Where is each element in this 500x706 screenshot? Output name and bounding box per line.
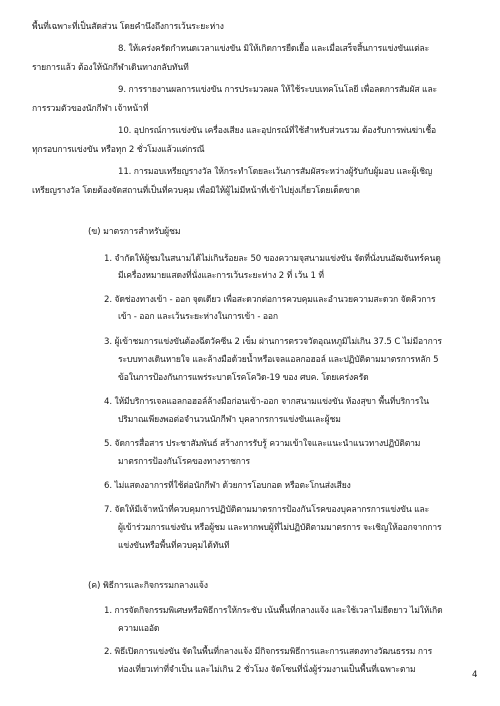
body-text-line: ความแออัด <box>118 624 160 634</box>
list-item-8: 8. ให้เคร่งครัดกำหนดเวลาแข่งขัน มิให้เกิดการยืดเยื้อ และเมื่อเสร็จสิ้นการแข่งขันแต่ละ <box>118 44 430 54</box>
body-text-line: เหรียญรางวัล โดยต้องจัดสถานที่เป็นที่ควบคุม เพื่อมิให้ผู้ไม่มีหน้าที่เข้าไปยุ่งเกี่ยวโดยเด็ดขาด <box>32 186 360 196</box>
list-item-11: 11. การมอบเหรียญรางวัล ให้กระทำโดยละเว้นการสัมผัสระหว่างผู้รับกับผู้มอบ และผู้เชิญ <box>118 167 433 177</box>
list-item-b7: 7. จัดให้มีเจ้าหน้าที่ควบคุมการปฏิบัติตามมาตรการป้องกันโรคของบุคลากรการแข่งขัน และ <box>104 505 430 515</box>
list-item-b1: 1. จำกัดให้ผู้ชมในสนามได้ไม่เกินร้อยละ 50 ของความจุสนามแข่งขัน จัดที่นั่งบนอัฒจันทร์คนดู <box>104 254 441 264</box>
section-heading-b: (ข) มาตรการสำหรับผู้ชม <box>88 227 181 237</box>
list-item-b3: 3. ผู้เข้าชมการแข่งขันต้องฉีดวัคซีน 2 เข็ม ผ่านการตรวจวัดอุณหภูมิไม่เกิน 37.5 C ไม่มีอาการ <box>104 337 442 347</box>
page-number: 4 <box>472 670 478 680</box>
list-item-10: 10. อุปกรณ์การแข่งขัน เครื่องเสียง และอุปกรณ์ที่ใช้สำหรับส่วนรวม ต้องรับการพ่นฆ่าเชื้อ <box>118 126 437 136</box>
list-item-b6: 6. ไม่แสดงอาการที่ใช้ต่อนักกีฬา ด้วยการโอบกอด หรือตะโกนส่งเสียง <box>104 481 351 491</box>
body-text-line: ระบบทางเดินหายใจ และล้างมือด้วยน้ำหรือเจลแอลกอฮอล์ และปฏิบัติตามมาตรการหลัก 5 <box>118 355 439 365</box>
list-item-b5: 5. จัดการสื่อสาร ประชาสัมพันธ์ สร้างการรับรู้ ความเข้าใจและแนะนำแนวทางปฏิบัติตาม <box>104 439 421 449</box>
body-text-line: ทุกรอบการแข่งขัน หรือทุก 2 ชั่วโมงแล้วแต่กรณี <box>32 145 205 155</box>
list-item-b4: 4. ให้มีบริการเจลแอลกอฮอล์ล้างมือก่อนเข้า-ออก จากสนามแข่งขัน ห้องสุขา พื้นที่บริการใน <box>104 397 430 407</box>
section-heading-c: (ค) พิธีการและกิจกรรมกลางแจ้ง <box>88 581 208 591</box>
body-text-line: การรวมตัวของนักกีฬา เจ้าหน้าที่ <box>32 104 149 114</box>
list-item-b2: 2. จัดช่องทางเข้า - ออก จุดเดียว เพื่อสะดวกต่อการควบคุมและอำนวยความสะดวก จัดคิวการ <box>104 295 436 305</box>
body-text-line: รายการแล้ว ต้องให้นักกีฬาเดินทางกลับทันที <box>32 63 189 73</box>
body-text-line: ปริมาณเพียงพอต่อจำนวนนักกีฬา บุคลากรการแข่งขันและผู้ชม <box>118 415 341 425</box>
body-text-line: มาตรการป้องกันโรคของทางราชการ <box>118 457 250 467</box>
body-text-line: แข่งขันหรือพื้นที่ควบคุมได้ทันที <box>118 541 230 551</box>
body-text-line: ผู้เข้าร่วมการแข่งขัน หรือผู้ชม และหากพบผู้ที่ไม่ปฏิบัติตามมาตรการ จะเชิญให้ออกจากการ <box>118 523 442 533</box>
list-item-9: 9. การรายงานผลการแข่งขัน การประมวลผล ให้ใช้ระบบเทคโนโลยี เพื่อลดการสัมผัส และ <box>118 85 438 95</box>
list-item-c1: 1. การจัดกิจกรรมพิเศษหรือพิธีการให้กระชับ เน้นพื้นที่กลางแจ้ง และใช้เวลาไม่ยืดยาว ไม่ให้เกิด <box>104 606 443 616</box>
body-text-line: เข้า - ออก และเว้นระยะห่างในการเข้า - ออก <box>118 312 278 322</box>
body-text-line: มีเครื่องหมายแสดงที่นั่งและการเว้นระยะห่าง 2 ที่ เว้น 1 ที่ <box>118 271 324 281</box>
body-text-line: ข้อในการป้องกันการแพร่ระบาดโรคโควิด-19 ของ ศบค. โดยเคร่งครัด <box>118 373 369 383</box>
body-text-line: ท่องเที่ยวเท่าที่จำเป็น และไม่เกิน 2 ชั่วโมง จัดโซนที่นั่งผู้ร่วมงานเป็นพื้นที่เฉพาะตาม <box>118 665 416 675</box>
list-item-c2: 2. พิธีเปิดการแข่งขัน จัดในพื้นที่กลางแจ้ง มีกิจกรรมพิธีการและการแสดงทางวัฒนธรรม การ <box>104 647 433 657</box>
body-text-line: พื้นที่เฉพาะที่เป็นสัดส่วน โดยคำนึงถึงการเว้นระยะห่าง <box>32 22 224 32</box>
